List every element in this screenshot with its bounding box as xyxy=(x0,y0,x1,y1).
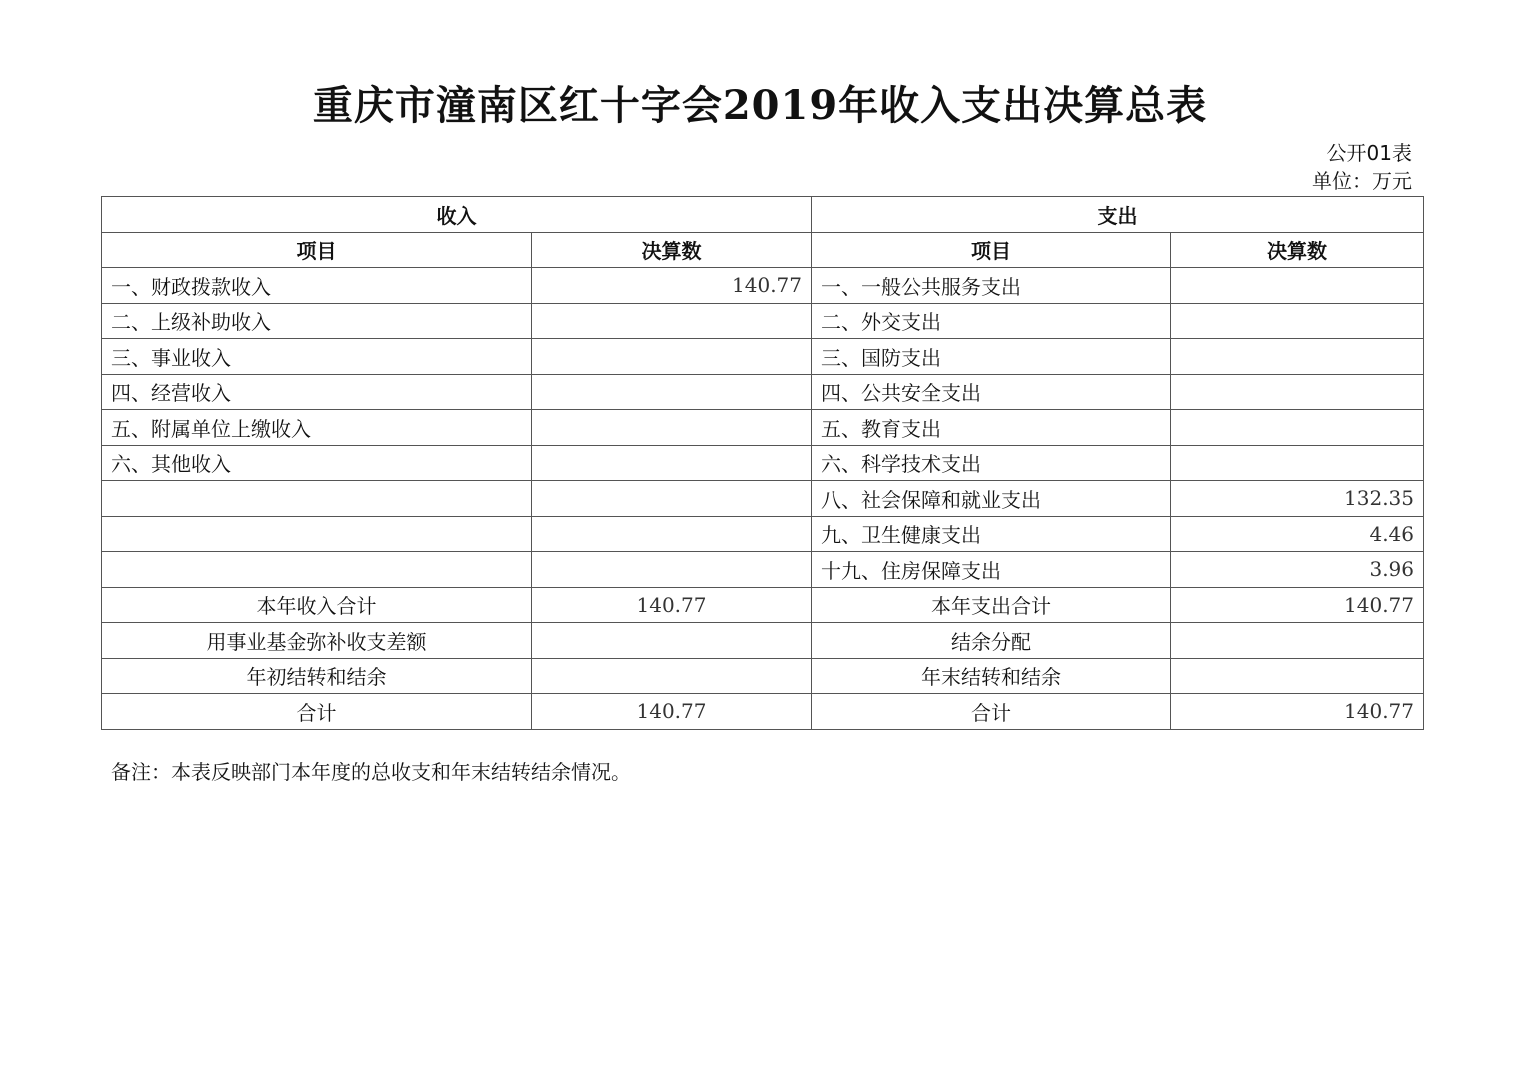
expense-item: 八、社会保障和就业支出 xyxy=(812,481,1171,517)
income-amount xyxy=(532,552,812,588)
expense-total-label: 本年支出合计 xyxy=(812,587,1171,623)
expense-amount xyxy=(1171,303,1424,339)
summary-row xyxy=(102,694,1424,730)
income-item: 二、上级补助收入 xyxy=(102,303,532,339)
expense-amount xyxy=(1171,268,1424,304)
expense-amount xyxy=(1171,410,1424,446)
surplus-distribution-amount xyxy=(1171,623,1424,659)
expense-amount: 4.46 xyxy=(1171,516,1424,552)
income-amount: 140.77 xyxy=(532,268,812,304)
expense-grand-total-amount: 140.77 xyxy=(1171,694,1424,730)
expense-item: 九、卫生健康支出 xyxy=(812,516,1171,552)
closing-balance-label: 年末结转和结余 xyxy=(812,658,1171,694)
table-row xyxy=(102,516,1424,552)
income-item xyxy=(102,516,532,552)
expense-amount xyxy=(1171,374,1424,410)
income-amount xyxy=(532,481,812,517)
income-item xyxy=(102,552,532,588)
expense-item: 六、科学技术支出 xyxy=(812,445,1171,481)
income-amount xyxy=(532,303,812,339)
income-amount xyxy=(532,374,812,410)
table-row xyxy=(102,445,1424,481)
expense-item: 五、教育支出 xyxy=(812,410,1171,446)
expense-header: 支出 xyxy=(812,197,1424,233)
income-item: 五、附属单位上缴收入 xyxy=(102,410,532,446)
income-amount-header: 决算数 xyxy=(532,232,812,268)
unit-label: 单位：万元 xyxy=(1312,169,1412,193)
expense-item: 四、公共安全支出 xyxy=(812,374,1171,410)
expense-amount xyxy=(1171,339,1424,375)
expense-item: 十九、住房保障支出 xyxy=(812,552,1171,588)
expense-amount xyxy=(1171,445,1424,481)
expense-item-header: 项目 xyxy=(812,232,1171,268)
fund-offset-amount xyxy=(532,623,812,659)
income-item: 一、财政拨款收入 xyxy=(102,268,532,304)
table-row xyxy=(102,374,1424,410)
income-amount xyxy=(532,445,812,481)
income-item-header: 项目 xyxy=(102,232,532,268)
expense-item: 一、一般公共服务支出 xyxy=(812,268,1171,304)
income-grand-total-label: 合计 xyxy=(102,694,532,730)
income-grand-total-amount: 140.77 xyxy=(532,694,812,730)
expense-amount-header: 决算数 xyxy=(1171,232,1424,268)
closing-balance-amount xyxy=(1171,658,1424,694)
expense-total-amount: 140.77 xyxy=(1171,587,1424,623)
income-header: 收入 xyxy=(102,197,812,233)
page-title: 重庆市潼南区红十字会2019年收入支出决算总表 xyxy=(312,82,1208,129)
expense-item: 二、外交支出 xyxy=(812,303,1171,339)
expense-grand-total-label: 合计 xyxy=(812,694,1171,730)
opening-balance-amount xyxy=(532,658,812,694)
group-header-row xyxy=(102,197,1424,233)
opening-balance-label: 年初结转和结余 xyxy=(102,658,532,694)
income-total-label: 本年收入合计 xyxy=(102,587,532,623)
table-row xyxy=(102,552,1424,588)
expense-amount: 3.96 xyxy=(1171,552,1424,588)
column-header-row xyxy=(102,232,1424,268)
income-total-amount: 140.77 xyxy=(532,587,812,623)
fund-offset-label: 用事业基金弥补收支差额 xyxy=(102,623,532,659)
income-amount xyxy=(532,339,812,375)
income-amount xyxy=(532,410,812,446)
table-row xyxy=(102,268,1424,304)
expense-item: 三、国防支出 xyxy=(812,339,1171,375)
surplus-distribution-label: 结余分配 xyxy=(812,623,1171,659)
table-row xyxy=(102,410,1424,446)
budget-table xyxy=(101,196,1424,730)
income-item xyxy=(102,481,532,517)
table-row xyxy=(102,303,1424,339)
form-number: 公开01表 xyxy=(1326,141,1412,165)
income-amount xyxy=(532,516,812,552)
income-item: 六、其他收入 xyxy=(102,445,532,481)
income-item: 三、事业收入 xyxy=(102,339,532,375)
summary-row xyxy=(102,658,1424,694)
income-item: 四、经营收入 xyxy=(102,374,532,410)
summary-row xyxy=(102,623,1424,659)
footnote: 备注：本表反映部门本年度的总收支和年末结转结余情况。 xyxy=(111,760,631,784)
expense-amount: 132.35 xyxy=(1171,481,1424,517)
table-row xyxy=(102,339,1424,375)
table-row xyxy=(102,481,1424,517)
summary-row xyxy=(102,587,1424,623)
